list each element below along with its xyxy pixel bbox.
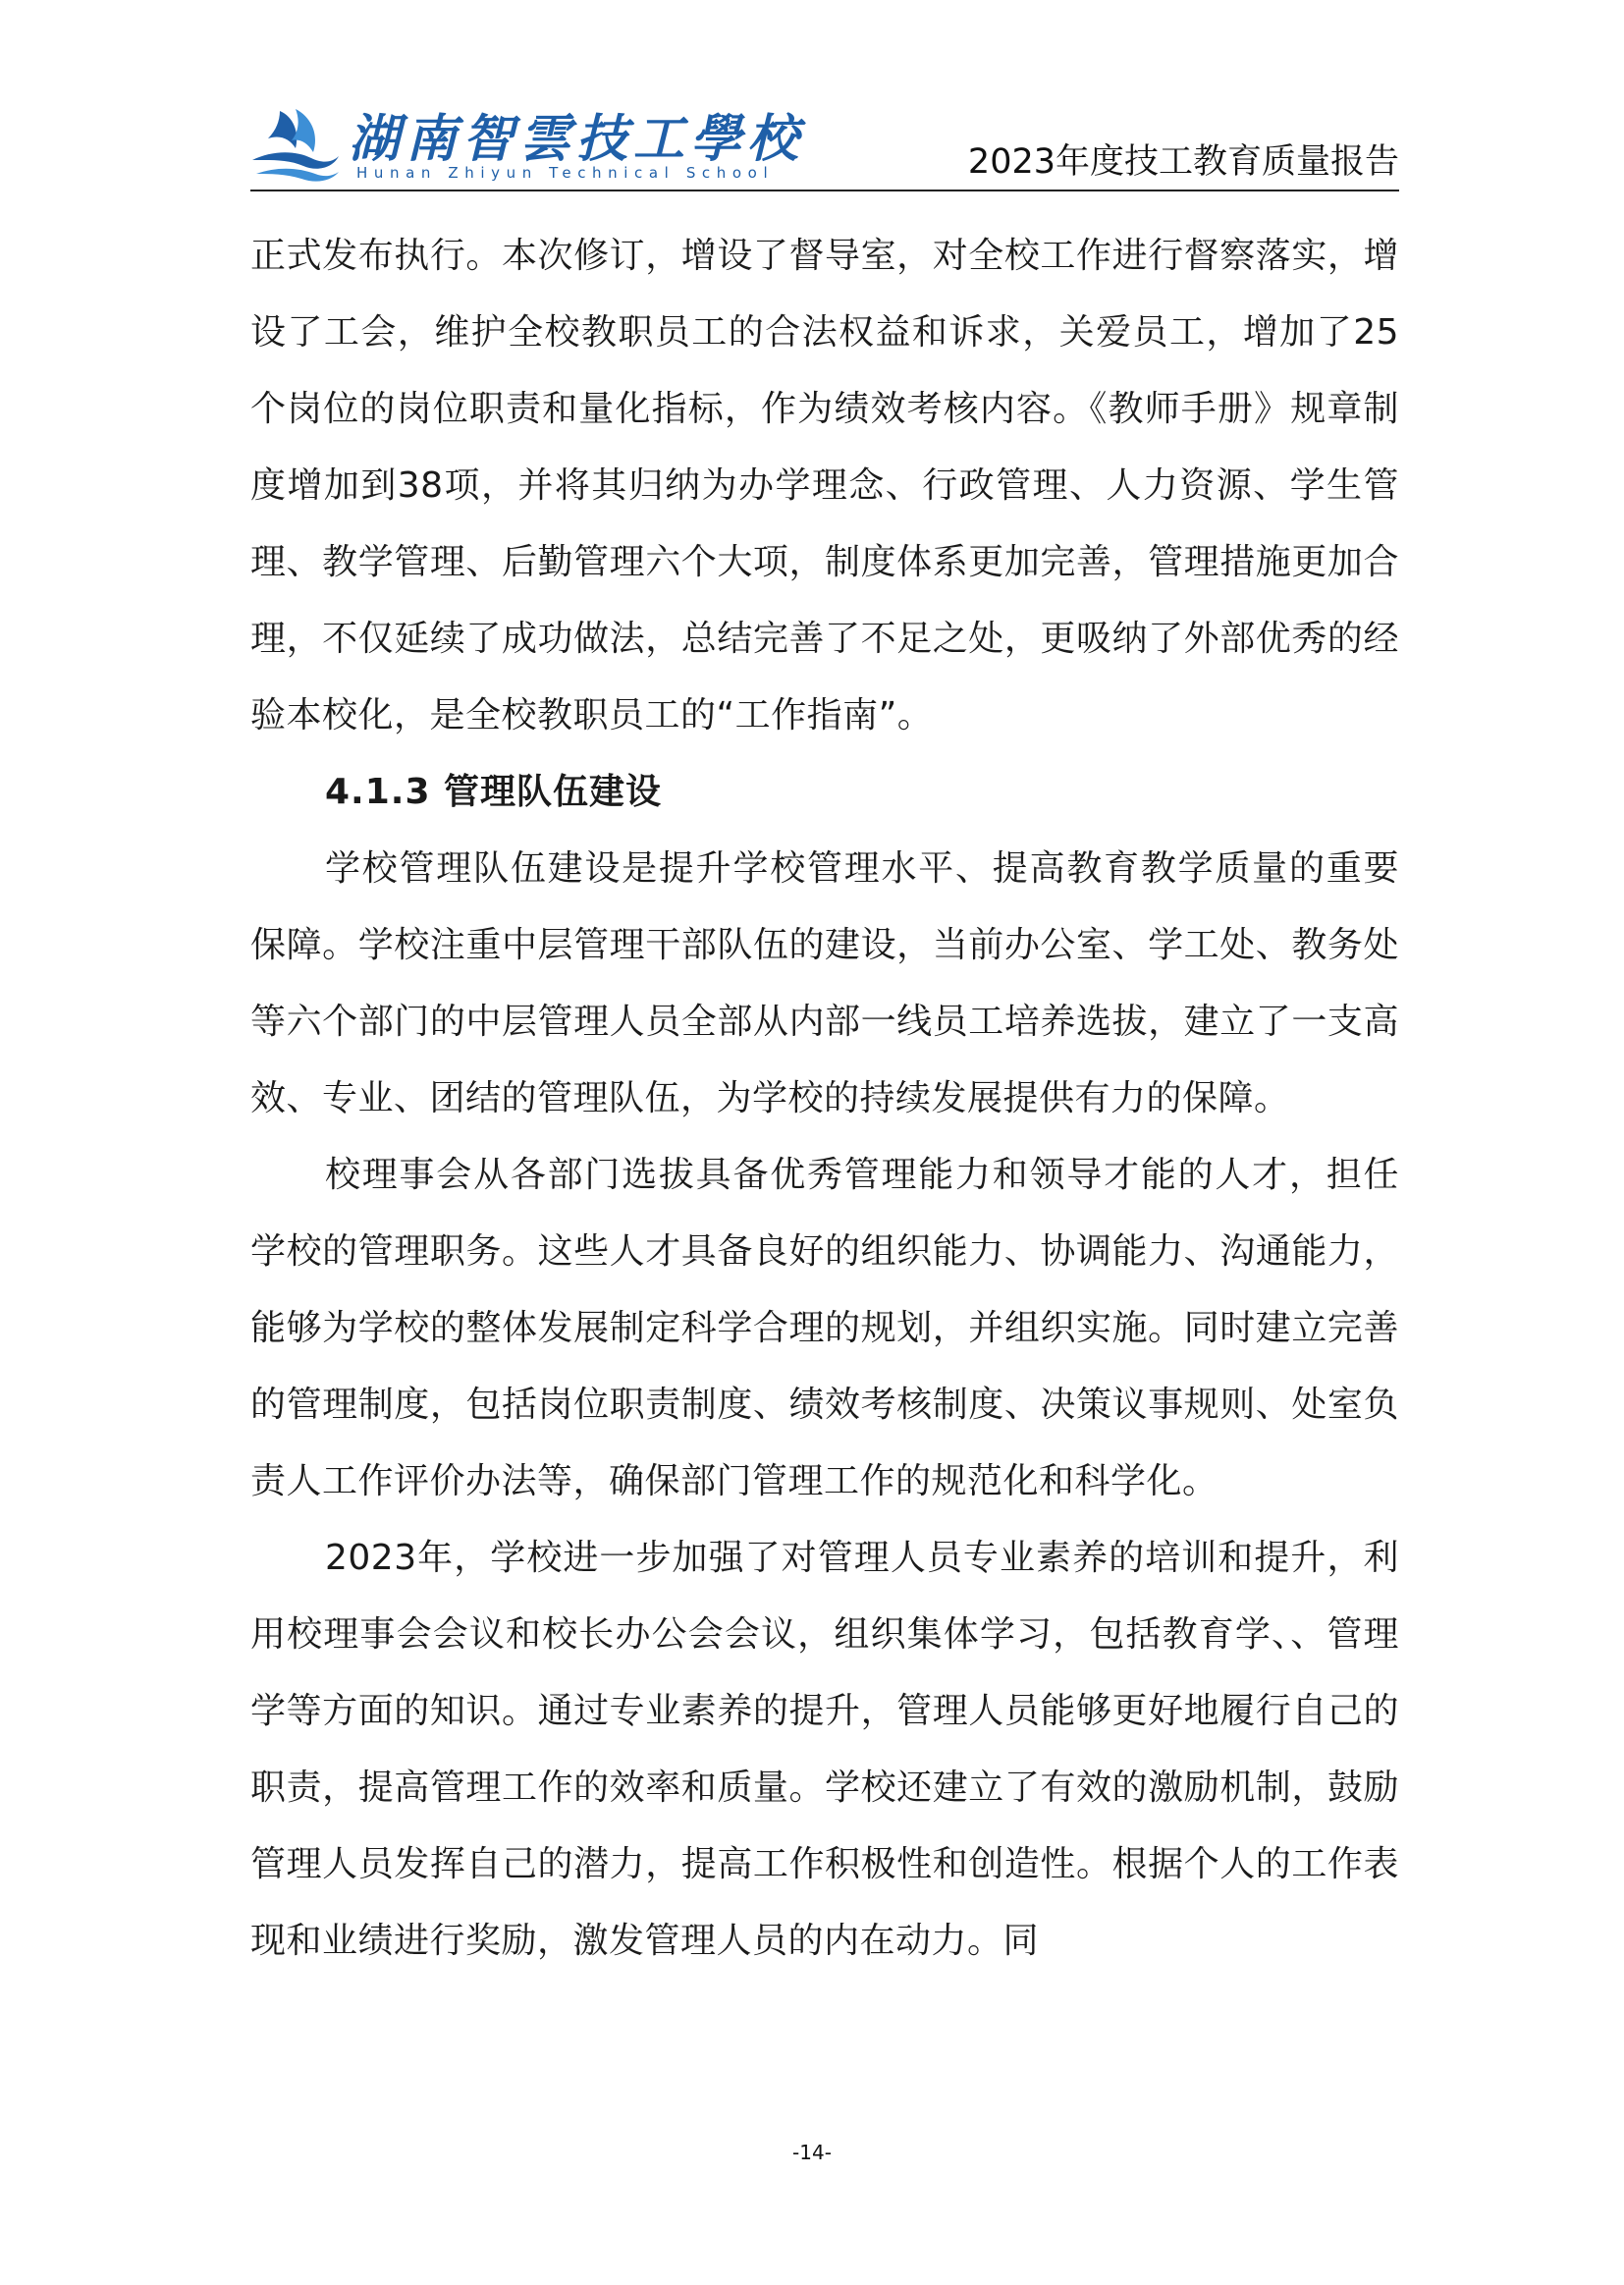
school-name-cn: 湖南智雲技工學校: [349, 109, 805, 169]
report-title: 2023年度技工教育质量报告: [967, 142, 1399, 182]
wave-logo-icon: [250, 103, 341, 182]
paragraph-training-2023: 2023年，学校进一步加强了对管理人员专业素养的培训和提升，利用校理事会会议和校长办公会会议，组织集体学习，包括教育学、、管理学等方面的知识。通过专业素养的提升，管理人员能够更好地履行自己的职责，提高管理工作的效率和质量。学校还建立了有效的激励机制，鼓励管理人员发挥自己的潜力，提高工作积极性和创造性。根据个人的工作表现和业绩进行奖励，激发管理人员的内在动力。同: [250, 1538, 1399, 1961]
header-divider: [250, 190, 1399, 191]
school-logo: [250, 93, 805, 191]
paragraph-management-team: 学校管理队伍建设是提升学校管理水平、提高教育教学质量的重要保障。学校注重中层管理干部队伍的建设，当前办公室、学工处、教务处等六个部门的中层管理人员全部从内部一线员工培养选拔，建立了一支高效、专业、团结的管理队伍，为学校的持续发展提供有力的保障。: [250, 848, 1399, 1118]
page-number: -14-: [792, 2141, 832, 2164]
school-name-en: Hunan Zhiyun Technical School: [356, 164, 775, 182]
page-header: [250, 93, 1399, 191]
document-body: [250, 218, 1399, 1980]
paragraph-continuation: 正式发布执行。本次修订，增设了督导室，对全校工作进行督察落实，增设了工会，维护全校教职员工的合法权益和诉求，关爱员工，增加了25个岗位的岗位职责和量化指标，作为绩效考核内容。《教师手册》规章制度增加到38项，并将其归纳为办学理念、行政管理、人力资源、学生管理、教学管理、后勤管理六个大项，制度体系更加完善，管理措施更加合理，不仅延续了成功做法，总结完善了不足之处，更吸纳了外部优秀的经验本校化，是全校教职员工的“工作指南”。: [250, 236, 1399, 735]
section-heading: 4.1.3 管理队伍建设: [325, 772, 663, 812]
paragraph-council-selection: 校理事会从各部门选拔具备优秀管理能力和领导才能的人才，担任学校的管理职务。这些人才具备良好的组织能力、协调能力、沟通能力，能够为学校的整体发展制定科学合理的规划，并组织实施。同时建立完善的管理制度，包括岗位职责制度、绩效考核制度、决策议事规则、处室负责人工作评价办法等，确保部门管理工作的规范化和科学化。: [250, 1155, 1399, 1501]
